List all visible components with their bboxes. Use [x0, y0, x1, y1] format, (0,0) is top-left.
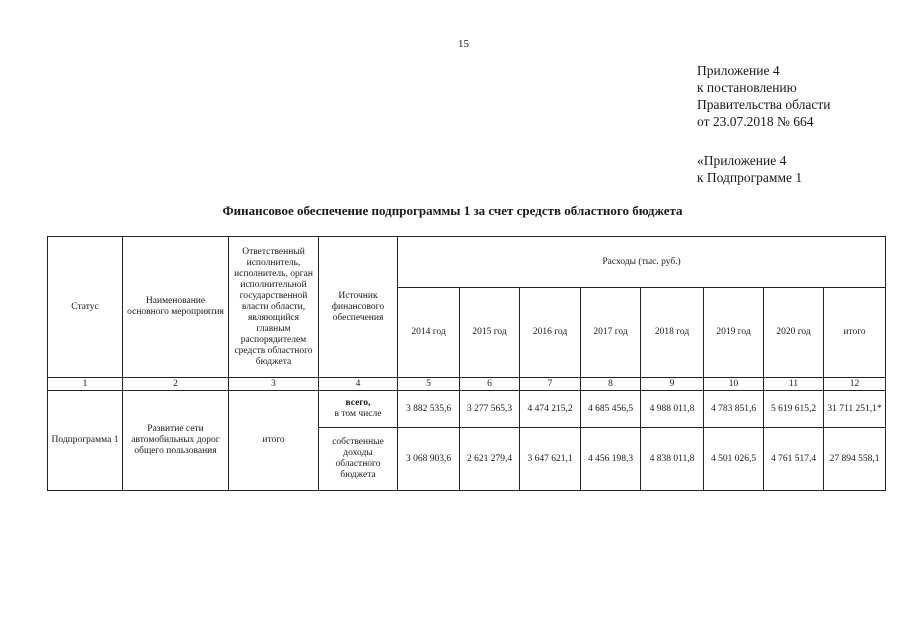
- row-source-total: [319, 391, 398, 428]
- source-total-rest: в том числе: [334, 409, 382, 419]
- source-total-bold: всего,: [345, 398, 371, 408]
- header-year: 2015 год: [460, 288, 520, 378]
- appendix-line: от 23.07.2018 № 664: [697, 114, 814, 129]
- column-number: 4: [319, 378, 398, 391]
- header-year: 2016 год: [520, 288, 581, 378]
- appendix-inner-line: к Подпрограмме 1: [697, 170, 803, 185]
- appendix-line: к постановлению: [697, 80, 797, 95]
- header-source: Источник финансового обеспечения: [319, 237, 398, 378]
- column-number: 9: [641, 378, 704, 391]
- column-number: 7: [520, 378, 581, 391]
- value-cell: 2 621 279,4: [460, 428, 520, 491]
- column-number: 10: [704, 378, 764, 391]
- header-year: 2018 год: [641, 288, 704, 378]
- appendix-inner-header: [697, 152, 802, 186]
- table-row-total: [48, 391, 886, 428]
- value-cell: 4 456 198,3: [581, 428, 641, 491]
- row-status: Подпрограмма 1: [48, 391, 123, 491]
- value-cell: 3 647 621,1: [520, 428, 581, 491]
- value-cell-total: 27 894 558,1: [824, 428, 886, 491]
- column-number: 3: [229, 378, 319, 391]
- column-number: 1: [48, 378, 123, 391]
- header-year: 2019 год: [704, 288, 764, 378]
- value-cell: 4 838 011,8: [641, 428, 704, 491]
- financing-table: [47, 236, 886, 491]
- column-number: 11: [764, 378, 824, 391]
- appendix-line: Правительства области: [697, 97, 831, 112]
- value-cell: 3 277 565,3: [460, 391, 520, 428]
- value-cell: 4 474 215,2: [520, 391, 581, 428]
- column-number: 5: [398, 378, 460, 391]
- header-expenses: Расходы (тыс. руб.): [398, 237, 886, 288]
- value-cell: 4 501 026,5: [704, 428, 764, 491]
- value-cell: 4 783 851,6: [704, 391, 764, 428]
- document-title: Финансовое обеспечение подпрограммы 1 за счет средств областного бюджета: [222, 203, 683, 218]
- page-number: 15: [458, 38, 469, 50]
- header-year: 2020 год: [764, 288, 824, 378]
- header-status: Статус: [48, 237, 123, 378]
- header-year: 2014 год: [398, 288, 460, 378]
- row-executor: итого: [229, 391, 319, 491]
- value-cell: 4 685 456,5: [581, 391, 641, 428]
- appendix-line: Приложение 4: [697, 63, 780, 78]
- value-cell: 4 761 517,4: [764, 428, 824, 491]
- column-number: 6: [460, 378, 520, 391]
- value-cell: 3 068 903,6: [398, 428, 460, 491]
- row-name: Развитие сети автомобильных дорог общего пользования: [123, 391, 229, 491]
- column-number: 12: [824, 378, 886, 391]
- appendix-header: [697, 62, 830, 130]
- column-number-row: [48, 378, 886, 391]
- header-year-total: итого: [824, 288, 886, 378]
- column-number: 2: [123, 378, 229, 391]
- value-cell: 5 619 615,2: [764, 391, 824, 428]
- header-executor: Ответственный исполнитель, исполнитель, орган исполнительной государственной власти области, являющийся главным распорядителем средств областного бюджета: [229, 237, 319, 378]
- row-source-own: собственные доходы областного бюджета: [319, 428, 398, 491]
- header-year: 2017 год: [581, 288, 641, 378]
- value-cell-total: 31 711 251,1*: [824, 391, 886, 428]
- header-name: Наименование основного мероприятия: [123, 237, 229, 378]
- value-cell: 3 882 535,6: [398, 391, 460, 428]
- appendix-inner-line: «Приложение 4: [697, 153, 787, 168]
- column-number: 8: [581, 378, 641, 391]
- value-cell: 4 988 011,8: [641, 391, 704, 428]
